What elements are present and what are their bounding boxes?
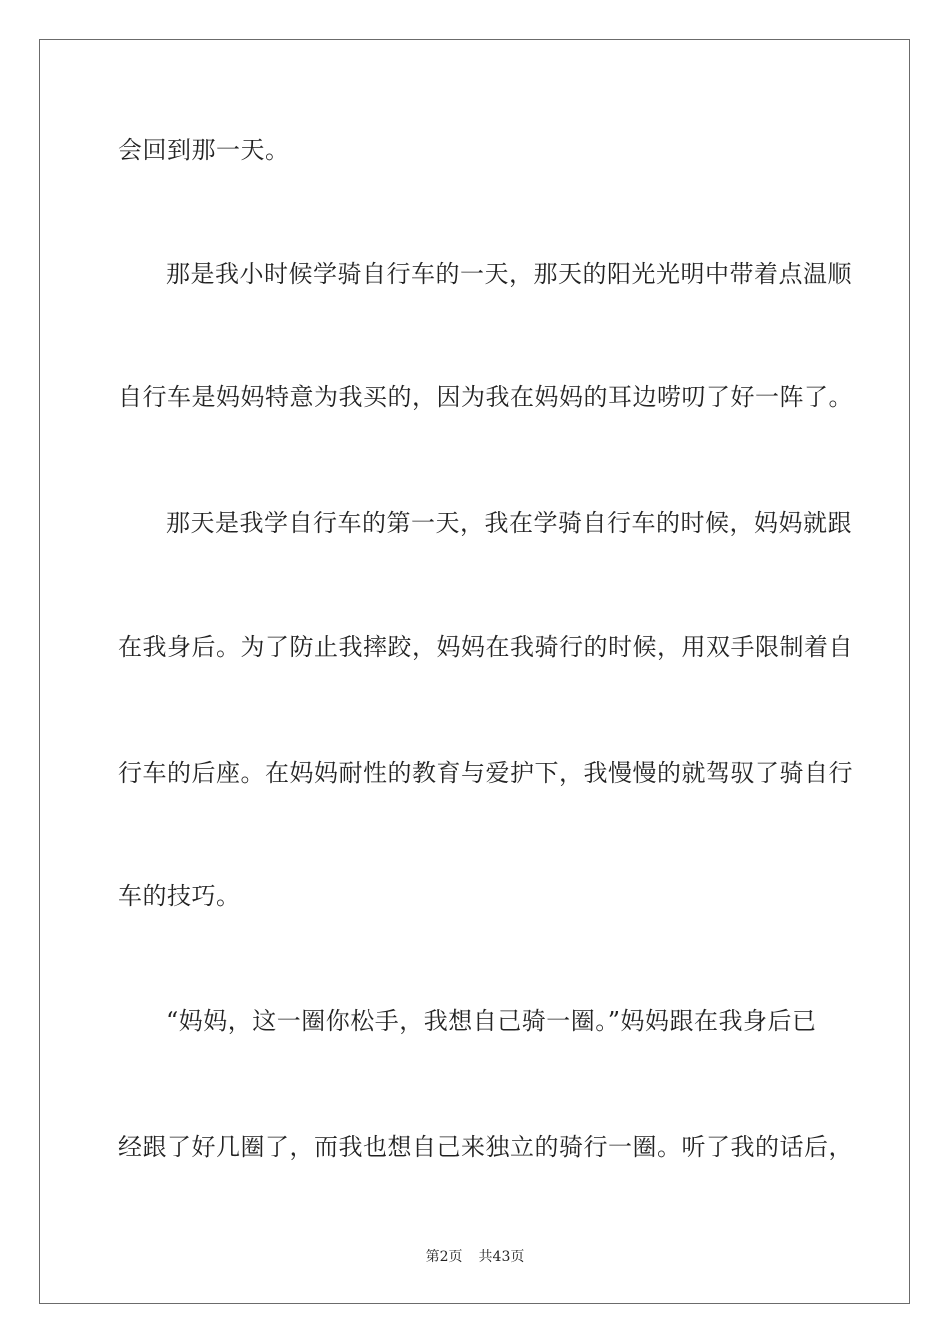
text-line: 经跟了好几圈了，而我也想自己来独立的骑行一圈。听了我的话后， (118, 1133, 853, 1161)
page-footer (0, 1247, 950, 1267)
text-line: 在我身后。为了防止我摔跤，妈妈在我骑行的时候，用双手限制着自 (118, 633, 853, 661)
text-line: 车的技巧。 (118, 882, 241, 910)
page-border (39, 39, 910, 1304)
text-line: “妈妈，这一圈你松手，我想自己骑一圈。”妈妈跟在我身后已 (166, 1007, 817, 1035)
text-line: 会回到那一天。 (118, 136, 290, 164)
text-line: 那是我小时候学骑自行车的一天，那天的阳光光明中带着点温顺 (166, 260, 852, 288)
page-number: 第2页 (425, 1249, 463, 1265)
text-line: 自行车是妈妈特意为我买的，因为我在妈妈的耳边唠叨了好一阵了。 (118, 383, 853, 411)
page-total: 共43页 (478, 1249, 525, 1265)
text-line: 行车的后座。在妈妈耐性的教育与爱护下，我慢慢的就驾驭了骑自行 (118, 759, 853, 787)
text-line: 那天是我学自行车的第一天，我在学骑自行车的时候，妈妈就跟 (166, 509, 852, 537)
